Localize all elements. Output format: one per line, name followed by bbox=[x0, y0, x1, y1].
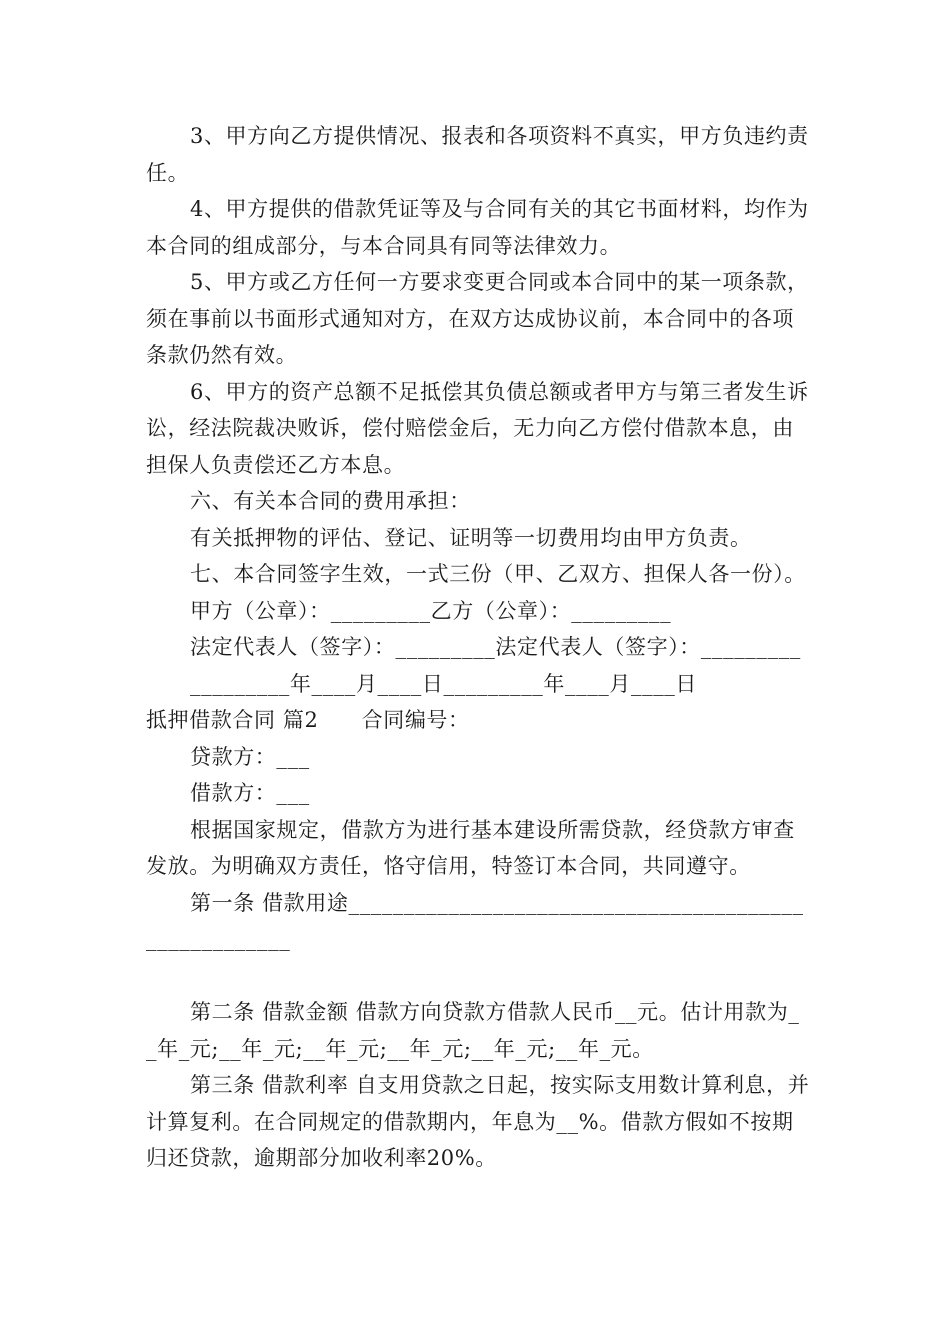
preamble-paragraph: 根据国家规定，借款方为进行基本建设所需贷款，经贷款方审查发放。为明确双方责任，恪守信用，特签订本合同，共同遵守。 bbox=[146, 817, 795, 878]
clause-4-paragraph: 4、甲方提供的借款凭证等及与合同有关的其它书面材料，均作为本合同的组成部分，与本合同具有同等法律效力。 bbox=[146, 197, 809, 258]
seal-signature-line: 甲方（公章）：_________乙方（公章）：_________ bbox=[190, 598, 672, 623]
document-page bbox=[146, 118, 810, 1177]
borrower-line: 借款方：___ bbox=[190, 781, 310, 805]
article-1-paragraph: 第一条 借款用途______________________________________________________ bbox=[146, 890, 804, 951]
clause-5-paragraph: 5、甲方或乙方任何一方要求变更合同或本合同中的某一项条款，须在事前以书面形式通知对方，在双方达成协议前，本合同中的各项条款仍然有效。 bbox=[146, 270, 809, 367]
clause-6-paragraph: 6、甲方的资产总额不足抵偿其负债总额或者甲方与第三者发生诉讼，经法院裁决败诉，偿付赔偿金后，无力向乙方偿付借款本息，由担保人负责偿还乙方本息。 bbox=[146, 379, 809, 477]
contract-2-title: 抵押借款合同 篇2 合同编号： bbox=[146, 708, 470, 732]
representative-signature-line: 法定代表人（签字）：_________法定代表人（签字）：_________ bbox=[190, 635, 801, 659]
lender-line: 贷款方：___ bbox=[190, 744, 310, 769]
section-6-body: 有关抵押物的评估、登记、证明等一切费用均由甲方负责。 bbox=[190, 525, 752, 550]
section-6-title: 六、有关本合同的费用承担： bbox=[190, 489, 471, 513]
blank-gap bbox=[146, 958, 810, 995]
article-2-paragraph: 第二条 借款金额 借款方向贷款方借款人民币__元。估计用款为__年_元;__年_元;__年_元;__年_元;__年_元;__年_元。 bbox=[146, 1000, 800, 1061]
date-line: _________年____月____日_________年____月____日 bbox=[190, 671, 697, 696]
section-7-paragraph: 七、本合同签字生效，一式三份（甲、乙双方、担保人各一份）。 bbox=[190, 562, 806, 586]
article-3-paragraph: 第三条 借款利率 自支用贷款之日起，按实际支用数计算利息，并计算复利。在合同规定的借款期内，年息为__%。借款方假如不按期归还贷款，逾期部分加收利率20%。 bbox=[146, 1073, 810, 1170]
clause-3-paragraph: 3、甲方向乙方提供情况、报表和各项资料不真实，甲方负违约责任。 bbox=[146, 124, 809, 185]
